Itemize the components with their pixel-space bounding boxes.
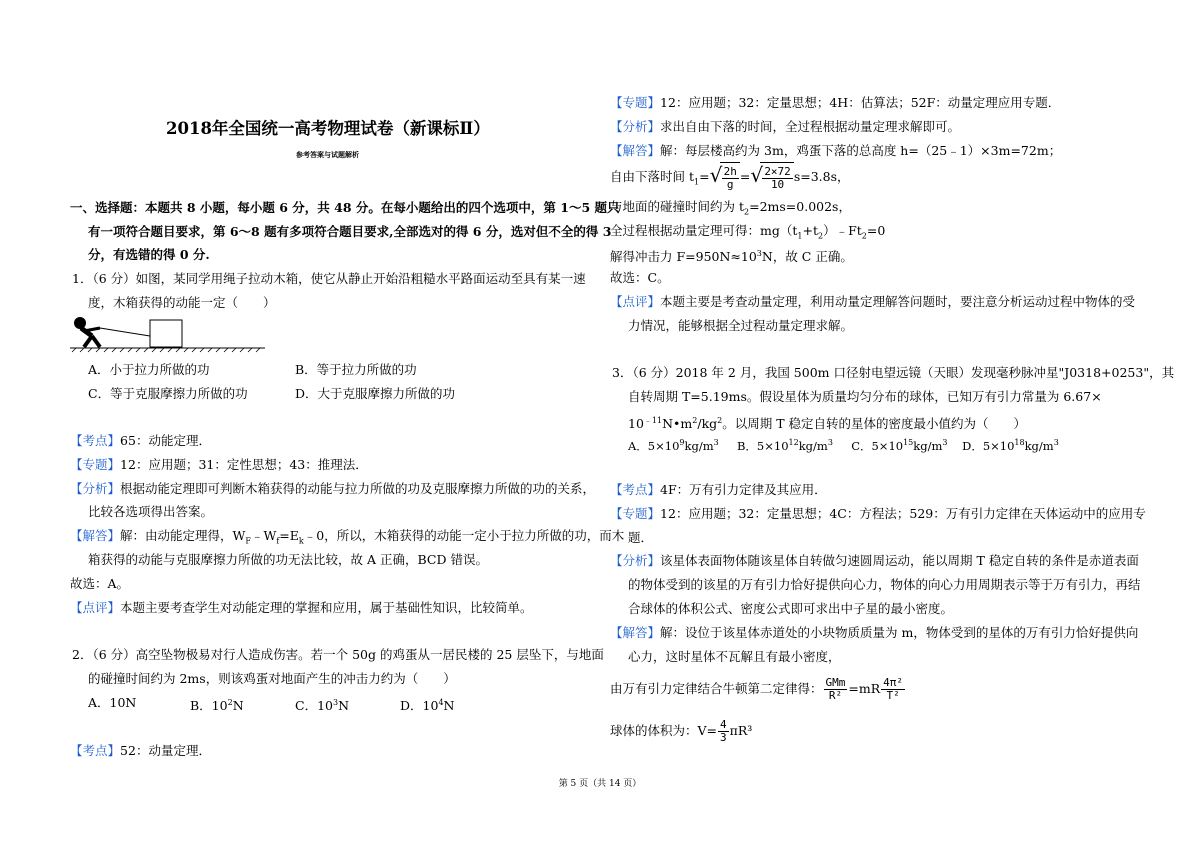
q2-option-b: B．$10^2N$ [190,698,244,714]
q2-option-d: D．$10^4N$ [400,698,455,714]
q3-options [628,434,1059,455]
q2-answer: 故选：C。 [610,270,670,285]
q3-stem-line3: $10^{﹣11}N•m^2/kg^2$。以周期 T 稳定自转的星体的密度最小值约为（ ） [628,416,1027,432]
q2-option-c: C．$10^3N$ [295,698,350,714]
q3-fenxi: 【分析】该星体表面物体随该星体自转做匀速圆周运动，能以周期 T 稳定自转的条件是赤道表面 [610,553,1139,568]
q2-jieda: 【解答】解：每层楼高约为 3m，鸡蛋下落的总高度 h=（25﹣1）×3m=72m； [610,143,1062,158]
q1-jieda-line2: 箱获得的动能与克服摩擦力所做的功无法比较，故 A 正确，BCD 错误。 [88,552,488,567]
q1-fenxi: 【分析】根据动能定理即可判断木箱获得的动能与拉力所做的功及克服摩擦力所做的功的关系， [70,481,596,496]
q2-dianping: 【点评】本题主要是考查动量定理，利用动量定理解答问题时，要注意分析运动过程中物体的受 [610,294,1136,309]
q2-momentum-eq: 全过程根据动量定理可得：$mg(t_1+t_2)﹣Ft_2=0$ [610,223,886,241]
label-kaodian: 【考点】 [70,433,121,448]
page-title: 2018年全国统一高考物理试卷（新课标Ⅱ） [166,119,490,138]
q3-stem-line1: 3．（6 分）2018 年 2 月，我国 500m 口径射电望远镜（天眼）发现毫秒脉冲星"J0318+0253"，其 [612,365,1175,380]
section-instructions-line2: 有一项符合题目要求，第 6～8 题有多项符合题目要求,全部选对的得 6 分，选对但不全的得 3 [88,224,612,239]
q3-option-b: B．$5\times 10^{12}kg/m^3$ [736,438,833,453]
q2-freefall-time: 自由下落时间 $t_1=$ √ $\frac{2h}{g}$ = √ $\frac{2\times 72}{10}$ s=3.8s， [610,162,850,198]
q2-option-a: A．10N [88,695,137,710]
page-subtitle: 参考答案与试题解析 [296,150,359,159]
q2-collision-time: 与地面的碰撞时间约为 $t_2=2ms=0.002s$， [610,199,851,217]
q3-zhuanti-line2: 题． [628,530,654,545]
q1-option-b: B．等于拉力所做的功 [295,362,417,377]
q3-volume-eq: 球体的体积为：V= $\frac{4}{3}$ πR³ [610,718,753,744]
q3-option-d: D．$5\times 10^{18}kg/m^3$ [962,438,1059,453]
q1-option-d: D．大于克服摩擦力所做的功 [295,386,456,401]
q2-stem-line1: 2．（6 分）高空坠物极易对行人造成伤害。若一个 50g 的鸡蛋从一居民楼的 25 层坠下，与地面 [72,647,604,662]
q1-jieda: 【解答】解：由动能定理得，$W_F﹣W_f=E_k﹣0$，所以，木箱获得的动能一定小于拉力所做的功，而木 [70,528,625,546]
q2-dianping-line2: 力情况，能够根据全过程动量定理求解。 [628,318,854,333]
q2-zhuanti: 【专题】12：应用题；32：定量思想；4H：估算法；52F：动量定理应用专题． [610,95,1061,110]
q3-jieda-line2: 心力，这时星体不瓦解且有最小密度， [628,649,841,664]
q3-zhuanti: 【专题】12：应用题；32：定量思想；4C：方程法；529：万有引力定律在天体运动中的应用专 [610,506,1146,521]
q2-kaodian: 【考点】52：动量定理． [70,743,211,758]
q1-kaodian: 【考点】65：动能定理． [70,433,211,448]
q1-option-a: A．小于拉力所做的功 [88,362,210,377]
q1-stem-line2: 度，木箱获得的动能一定（ ） [88,295,276,310]
q2-fenxi: 【分析】求出自由下落的时间，全过程根据动量定理求解即可。 [610,119,961,134]
q3-jieda: 【解答】解：设位于该星体赤道处的小块物质质量为 m，物体受到的星体的万有引力恰好提供向 [610,625,1139,640]
q3-option-c: C．$5\times 10^{15}kg/m^3$ [851,438,948,453]
q3-stem-line2: 自转周期 T=5.19ms。假设星体为质量均匀分布的球体，已知万有引力常量为 6.67× [628,389,1102,404]
page-footer: 第 5 页（共 14 页） [558,779,642,789]
q3-gravity-eq: 由万有引力定律结合牛顿第二定律得： $\frac{\text{GMm}}{\text{R²}}$ =mR $\frac{\text{4π²}}{\text{T²}}$ [610,676,904,702]
q3-option-a: A．$5\times 10^9kg/m^3$ [628,438,719,453]
q3-kaodian: 【考点】4F：万有引力定律及其应用． [610,482,827,497]
q1-stem-line1: 1．（6 分）如图，某同学用绳子拉动木箱，使它从静止开始沿粗糙水平路面运动至具有某一速 [72,271,586,286]
q1-fenxi-line2: 比较各选项得出答案。 [88,504,214,519]
q1-figure-pulling-box [70,314,270,354]
q2-solution-force: 解得冲击力 $F=950N\approx 10^3N$，故 C 正确。 [610,249,853,265]
section-instructions-line1: 一、选择题：本题共 8 小题，每小题 6 分，共 48 分。在每小题给出的四个选项中，第 1～5 题只 [70,200,620,215]
q3-fenxi-line2: 的物体受到的该星的万有引力恰好提供向心力，物体的向心力用周期表示等于万有引力，再结 [628,577,1141,592]
q2-stem-line2: 的碰撞时间约为 2ms，则该鸡蛋对地面产生的冲击力约为（ ） [88,671,456,686]
section-instructions-line3: 分，有选错的得 0 分. [88,247,210,262]
q1-option-c: C．等于克服摩擦力所做的功 [88,386,248,401]
q1-answer: 故选：A。 [70,576,130,591]
q1-dianping: 【点评】本题主要考查学生对动能定理的掌握和应用，属于基础性知识，比较简单。 [70,600,533,615]
q3-fenxi-line3: 合球体的体积公式、密度公式即可求出中子星的最小密度。 [628,601,954,616]
q1-zhuanti: 【专题】12：应用题；31：定性思想；43：推理法． [70,457,368,472]
